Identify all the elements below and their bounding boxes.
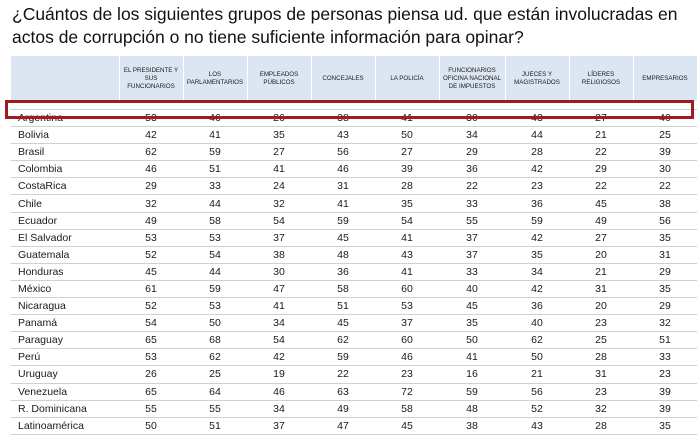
value-cell: 55 [439,212,505,229]
value-cell: 56 [505,383,569,400]
value-cell: 45 [311,315,375,332]
value-cell: 59 [439,383,505,400]
value-cell: 23 [569,383,633,400]
value-cell: 46 [119,161,183,178]
value-cell: 30 [439,110,505,127]
value-cell: 35 [505,246,569,263]
value-cell: 23 [569,315,633,332]
table-row [11,366,697,383]
country-cell: Venezuela [11,383,119,400]
value-cell: 59 [183,144,247,161]
value-cell: 58 [311,280,375,297]
value-cell: 42 [505,161,569,178]
value-cell: 39 [633,144,697,161]
value-cell: 45 [375,417,439,434]
value-cell: 52 [119,246,183,263]
value-cell: 27 [375,144,439,161]
value-cell: 34 [439,127,505,144]
value-cell: 45 [311,229,375,246]
country-cell: Panamá [11,315,119,332]
value-cell: 44 [183,195,247,212]
table-row [11,144,697,161]
value-cell: 37 [439,229,505,246]
value-cell: 26 [119,366,183,383]
value-cell: 48 [311,246,375,263]
table-row [11,315,697,332]
value-cell: 49 [569,212,633,229]
value-cell: 50 [505,349,569,366]
value-cell: 55 [119,400,183,417]
table-row [11,161,697,178]
value-cell: 56 [633,212,697,229]
table-row [11,178,697,195]
value-cell: 21 [569,127,633,144]
country-cell: Ecuador [11,212,119,229]
value-cell: 27 [569,229,633,246]
value-cell: 28 [569,349,633,366]
value-cell: 36 [311,263,375,280]
value-cell: 37 [247,229,311,246]
value-cell: 62 [183,349,247,366]
value-cell: 35 [633,417,697,434]
value-cell: 41 [311,195,375,212]
value-cell: 37 [247,417,311,434]
header-country [11,56,119,101]
value-cell: 43 [375,246,439,263]
value-cell: 43 [505,417,569,434]
value-cell: 31 [569,366,633,383]
value-cell: 44 [505,127,569,144]
value-cell: 52 [119,298,183,315]
value-cell: 50 [183,315,247,332]
value-cell: 32 [247,195,311,212]
value-cell: 54 [247,212,311,229]
value-cell: 41 [247,298,311,315]
value-cell: 44 [183,263,247,280]
value-cell: 16 [439,366,505,383]
value-cell: 25 [183,366,247,383]
value-cell: 33 [439,263,505,280]
value-cell: 46 [247,383,311,400]
country-cell: Brasil [11,144,119,161]
value-cell: 48 [439,400,505,417]
column-header: EMPRESARIOS [633,56,697,101]
table-body [11,101,697,434]
value-cell: 58 [183,212,247,229]
value-cell: 38 [439,417,505,434]
value-cell: 25 [633,127,697,144]
value-cell: 43 [311,127,375,144]
value-cell: 30 [633,161,697,178]
value-cell: 21 [569,263,633,280]
value-cell: 59 [311,212,375,229]
value-cell: 28 [505,144,569,161]
value-cell: 35 [247,127,311,144]
table-row [11,400,697,417]
value-cell: 56 [311,144,375,161]
value-cell: 32 [119,195,183,212]
value-cell: 52 [505,400,569,417]
country-cell: México [11,280,119,297]
country-cell: CostaRica [11,178,119,195]
value-cell: 31 [633,246,697,263]
column-header: EMPLEADOS PÚBLICOS [247,56,311,101]
value-cell: 32 [633,315,697,332]
value-cell: 39 [633,400,697,417]
value-cell: 68 [183,332,247,349]
value-cell: 62 [311,332,375,349]
value-cell: 29 [439,144,505,161]
value-cell: 45 [569,195,633,212]
table-row [11,383,697,400]
value-cell: 23 [505,178,569,195]
value-cell: 40 [633,110,697,127]
value-cell: 30 [247,263,311,280]
country-cell: Bolivia [11,127,119,144]
country-cell: Paraguay [11,332,119,349]
value-cell: 55 [183,400,247,417]
value-cell: 43 [505,110,569,127]
value-cell: 63 [311,383,375,400]
value-cell: 54 [183,246,247,263]
country-cell: Honduras [11,263,119,280]
value-cell: 46 [375,349,439,366]
value-cell: 38 [247,246,311,263]
value-cell: 35 [375,195,439,212]
value-cell: 54 [247,332,311,349]
value-cell: 49 [119,212,183,229]
value-cell: 27 [247,144,311,161]
column-header: LOS PARLAMENTARIOS [183,56,247,101]
value-cell: 53 [183,298,247,315]
value-cell: 54 [119,315,183,332]
value-cell: 60 [375,332,439,349]
value-cell: 50 [119,417,183,434]
value-cell: 45 [119,263,183,280]
value-cell: 53 [375,298,439,315]
value-cell: 47 [247,280,311,297]
value-cell: 34 [247,400,311,417]
value-cell: 36 [439,161,505,178]
value-cell: 22 [311,366,375,383]
value-cell: 20 [569,298,633,315]
value-cell: 26 [247,110,311,127]
table-row [11,195,697,212]
value-cell: 40 [439,280,505,297]
value-cell: 50 [375,127,439,144]
table-row [11,229,697,246]
country-cell: Argentina [11,110,119,127]
value-cell: 61 [119,280,183,297]
column-header: CONCEJALES [311,56,375,101]
value-cell: 23 [633,366,697,383]
value-cell: 65 [119,332,183,349]
value-cell: 28 [569,417,633,434]
value-cell: 35 [633,229,697,246]
value-cell: 22 [439,178,505,195]
value-cell: 60 [375,280,439,297]
value-cell: 35 [633,280,697,297]
value-cell: 51 [633,332,697,349]
value-cell: 34 [505,263,569,280]
country-cell: Guatemala [11,246,119,263]
country-cell: Chile [11,195,119,212]
table-row [11,417,697,434]
value-cell: 59 [311,349,375,366]
value-cell: 35 [439,315,505,332]
value-cell: 22 [569,144,633,161]
value-cell: 36 [505,298,569,315]
value-cell: 51 [311,298,375,315]
value-cell: 41 [439,349,505,366]
table-row [11,212,697,229]
value-cell: 46 [183,110,247,127]
table-row [11,246,697,263]
value-cell: 50 [439,332,505,349]
value-cell: 41 [375,110,439,127]
value-cell: 27 [569,110,633,127]
value-cell: 29 [633,298,697,315]
table-row [11,263,697,280]
value-cell: 62 [505,332,569,349]
column-header: LÍDERES RELIGIOSOS [569,56,633,101]
value-cell: 49 [311,400,375,417]
value-cell: 39 [633,383,697,400]
page-title: ¿Cuántos de los siguientes grupos de personas piensa ud. que están involucradas en actos de corrupción o no tiene suficiente información para opinar? [12,4,678,47]
value-cell: 28 [375,178,439,195]
value-cell: 31 [569,280,633,297]
value-cell: 39 [375,161,439,178]
value-cell: 19 [247,366,311,383]
value-cell: 62 [119,144,183,161]
value-cell: 59 [505,212,569,229]
value-cell: 72 [375,383,439,400]
column-header: JUECES Y MAGISTRADOS [505,56,569,101]
value-cell: 42 [119,127,183,144]
country-cell: El Salvador [11,229,119,246]
column-header: FUNCIONARIOS OFICINA NACIONAL DE IMPUESTOS [439,56,505,101]
value-cell: 64 [183,383,247,400]
country-cell: Colombia [11,161,119,178]
value-cell: 46 [311,161,375,178]
table-row [11,298,697,315]
column-header: EL PRESIDENTE Y SUS FUNCIONARIOS [119,56,183,101]
value-cell: 33 [183,178,247,195]
value-cell: 53 [183,229,247,246]
value-cell: 22 [633,178,697,195]
value-cell: 59 [183,280,247,297]
value-cell: 40 [505,315,569,332]
argentina-highlight-box [5,100,694,119]
value-cell: 36 [505,195,569,212]
country-cell: Nicaragua [11,298,119,315]
value-cell: 24 [247,178,311,195]
value-cell: 37 [439,246,505,263]
value-cell: 53 [119,349,183,366]
country-cell: Latinoamérica [11,417,119,434]
table-header-row [11,56,697,101]
value-cell: 33 [633,349,697,366]
column-header: LA POLICÍA [375,56,439,101]
value-cell: 42 [505,280,569,297]
value-cell: 31 [311,178,375,195]
country-cell: R. Dominicana [11,400,119,417]
value-cell: 29 [633,263,697,280]
value-cell: 32 [569,400,633,417]
value-cell: 29 [119,178,183,195]
table-row [11,349,697,366]
value-cell: 58 [375,400,439,417]
value-cell: 41 [375,229,439,246]
value-cell: 37 [375,315,439,332]
value-cell: 25 [569,332,633,349]
table-row [11,127,697,144]
value-cell: 41 [247,161,311,178]
value-cell: 53 [119,229,183,246]
value-cell: 29 [569,161,633,178]
value-cell: 51 [183,417,247,434]
value-cell: 21 [505,366,569,383]
table-row [11,332,697,349]
table-row [11,280,697,297]
value-cell: 38 [311,110,375,127]
value-cell: 47 [311,417,375,434]
value-cell: 41 [183,127,247,144]
value-cell: 38 [633,195,697,212]
value-cell: 54 [375,212,439,229]
value-cell: 33 [439,195,505,212]
value-cell: 45 [439,298,505,315]
value-cell: 42 [505,229,569,246]
country-cell: Perú [11,349,119,366]
value-cell: 51 [183,161,247,178]
value-cell: 42 [247,349,311,366]
value-cell: 20 [569,246,633,263]
value-cell: 22 [569,178,633,195]
value-cell: 53 [119,110,183,127]
country-cell: Uruguay [11,366,119,383]
value-cell: 41 [375,263,439,280]
value-cell: 65 [119,383,183,400]
value-cell: 34 [247,315,311,332]
value-cell: 23 [375,366,439,383]
